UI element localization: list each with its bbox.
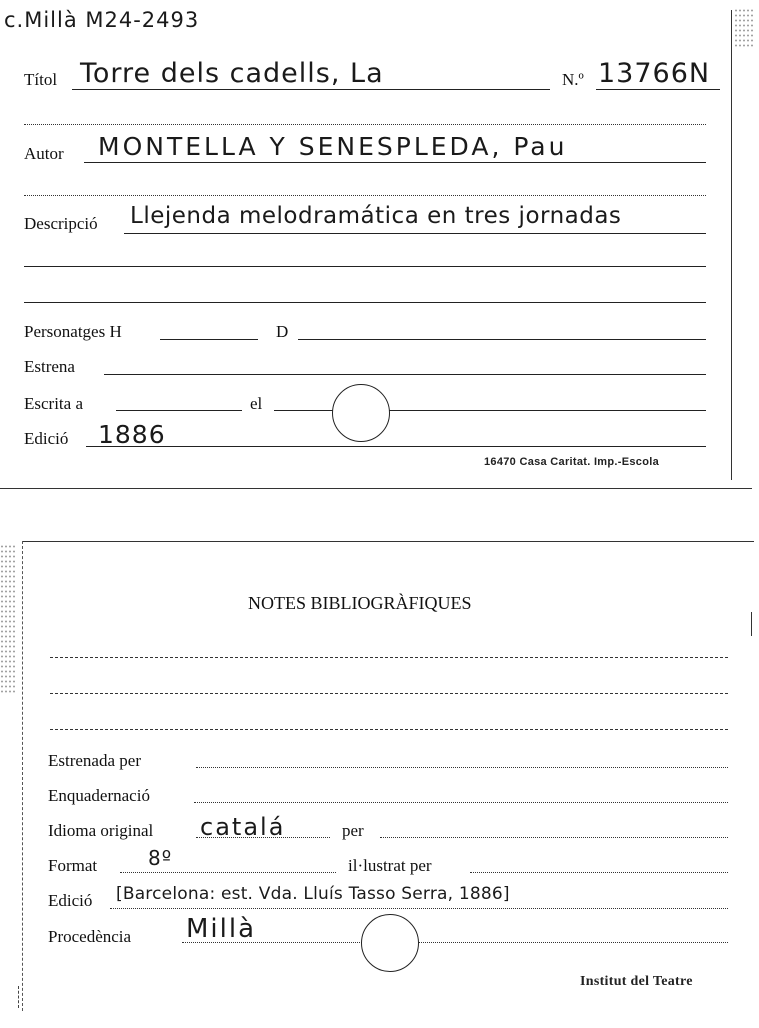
format-label: Format: [48, 856, 98, 875]
personatges-label: Personatges H: [24, 322, 122, 341]
reference-handwritten: c.Millà M24-2493: [4, 8, 200, 32]
illustrat-line: [470, 872, 728, 873]
edicio-bottom-label: Edició: [48, 891, 93, 910]
procedencia-value: Millà: [186, 914, 257, 944]
edicio-label: Edició: [24, 429, 69, 448]
idioma-per-line: [380, 837, 728, 838]
procedencia-label: Procedència: [48, 927, 132, 946]
card-top-right-border: [731, 10, 732, 480]
titol-line: [72, 89, 550, 90]
descripcio-line-2: [24, 266, 706, 267]
punch-hole-top: [332, 384, 390, 442]
scan-mark-bottom: [18, 986, 19, 1008]
idioma-value: catalá: [200, 813, 286, 841]
autor-line: [84, 162, 706, 163]
card-top-bottom-border: [0, 488, 752, 489]
descripcio-value: Llejenda melodramática en tres jornadas: [130, 203, 622, 229]
edicio-value: 1886: [98, 420, 166, 449]
edicio-bottom-line: [110, 908, 728, 909]
titol-extra-line: [24, 124, 706, 125]
descripcio-label: Descripció: [24, 214, 98, 233]
notes-line-1: [50, 657, 728, 658]
estrenada-label: Estrenada per: [48, 751, 141, 770]
punch-hole-bottom: [361, 914, 419, 972]
scan-noise: [734, 8, 754, 48]
escrita-line: [116, 410, 242, 411]
descripcio-line-3: [24, 302, 706, 303]
idioma-per-label: per: [342, 821, 364, 840]
enquadernacio-line: [194, 802, 728, 803]
enquadernacio-label: Enquadernació: [48, 786, 150, 805]
idioma-label: Idioma original: [48, 821, 154, 840]
notes-line-3: [50, 729, 728, 730]
titol-label: Títol: [24, 70, 58, 89]
estrenada-line: [196, 767, 728, 768]
personatges-h-line: [160, 339, 258, 340]
estrena-label: Estrena: [24, 357, 75, 376]
notes-heading: NOTES BIBLIOGRÀFIQUES: [248, 593, 472, 613]
scan-noise-left: [0, 544, 16, 694]
numero-line: [596, 89, 720, 90]
edicio-line: [86, 446, 706, 447]
procedencia-line: [182, 942, 728, 943]
descripcio-line: [124, 233, 706, 234]
printer-imprint: 16470 Casa Caritat. Imp.-Escola: [484, 456, 659, 468]
estrena-line: [104, 374, 706, 375]
scan-mark-right: [751, 612, 752, 636]
institution-imprint: Institut del Teatre: [580, 974, 693, 989]
illustrat-label: il·lustrat per: [348, 856, 432, 875]
card-bottom-left-border: [22, 541, 23, 1011]
autor-extra-line: [24, 195, 706, 196]
autor-label: Autor: [24, 144, 64, 163]
numero-label: N.º: [562, 70, 584, 89]
card-bottom-top-border: [22, 541, 754, 542]
autor-value: MONTELLA Y SENESPLEDA, Pau: [98, 132, 568, 161]
escrita-label: Escrita a: [24, 394, 83, 413]
format-value: 8º: [148, 846, 173, 870]
edicio-bottom-value: [Barcelona: est. Vda. Lluís Tasso Serra, 1886]: [116, 884, 510, 904]
format-line: [120, 872, 336, 873]
titol-value: Torre dels cadells, La: [80, 58, 384, 89]
el-label: el: [250, 394, 263, 413]
personatges-d-line: [298, 339, 706, 340]
numero-value: 13766N: [598, 58, 711, 89]
notes-line-2: [50, 693, 728, 694]
personatges-d-label: D: [276, 322, 289, 341]
